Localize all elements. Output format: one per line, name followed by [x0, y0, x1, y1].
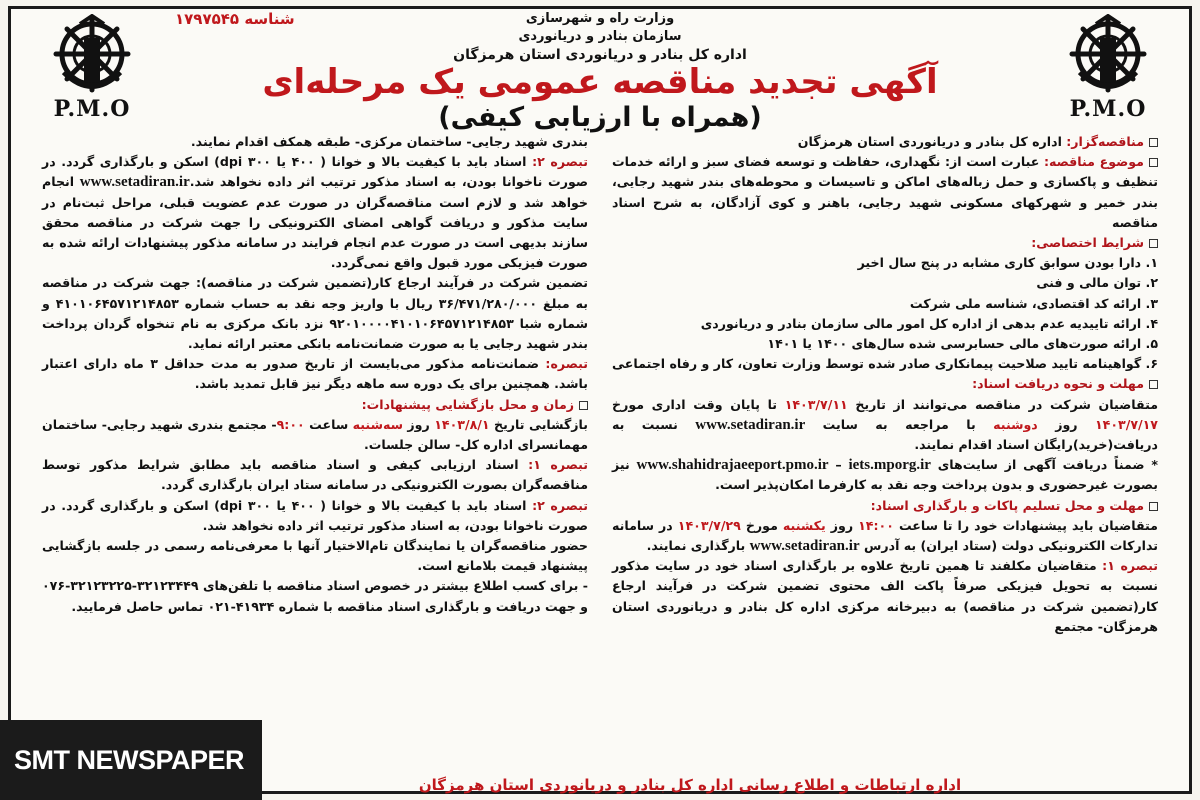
directorate-name: اداره کل بنادر و دریانوردی استان هرمزگان [453, 47, 747, 63]
docs-paragraph: متقاضیان شرکت در مناقصه می‌توانند از تاریخ ۱۴۰۳/۷/۱۱ تا پایان وقت اداری مورخ ۱۴۰۳/۷/۱۷ روز دوشنبه با مراجعه به سایت www.setadiran.ir نسبت به دریافت(خرید)رایگان اسناد اقدام نمایند. [612, 396, 1159, 453]
tender-issuer: مناقصه‌گزار: اداره کل بنادر و دریانوردی استان هرمزگان [612, 132, 1158, 152]
opening-heading: زمان و محل بازگشایی پیشنهادات: [42, 395, 588, 415]
conditions-heading: شرایط اختصاصی: [612, 233, 1158, 253]
right-column [612, 132, 1158, 637]
condition-item: ۴. ارائه تاییدیه عدم بدهی از اداره کل امور مالی سازمان بنادر و دریانوردی [700, 315, 1158, 331]
condition-item: ۱. دارا بودن سوابق کاری مشابه در پنج سال اخیر [857, 255, 1158, 271]
setadiran-link[interactable]: www.setadiran.ir [749, 538, 860, 555]
header-block [160, 10, 1040, 64]
continuation-text: بندری شهید رجایی- ساختمان مرکزی- طبقه همکف اقدام نمایند. [190, 134, 588, 149]
ministry-name: وزارت راه و شهرسازی [525, 11, 675, 26]
anchor-icon [40, 14, 144, 100]
organization-name: سازمان بنادر و دریانوردی [518, 29, 682, 44]
tender-subject: موضوع مناقصه: عبارت است از: نگهداری، حفاظت و توسعه فضای سبز و ارائه خدمات تنظیف و پاکسازی و حمل زباله‌های اماکن و تاسیسات و محوطه‌های بندر شهید رجایی، بندر خمیر و شهرکهای مسکونی شهید رجایی، باهنر و کوی آزادگان، به شرح اسناد مناقصه [612, 154, 1158, 230]
contact-text: - برای کسب اطلاع بیشتر در خصوص اسناد مناقصه با تلفن‌های ۳۲۱۲۳۴۴۹-۳۲۱۲۳۲۲۵-۰۷۶ و جهت دریافت و بارگذاری اسناد مناقصه با شماره ۴۱۹۳۴-۰۲۱ تماس حاصل فرمایید. [42, 578, 588, 614]
condition-item: ۶. گواهینامه تایید صلاحیت پیمانکاری صادر شده توسط وزارت تعاون، کار و رفاه اجتماعی [612, 356, 1158, 372]
logo-text: P.M.O [53, 96, 131, 122]
docs-note: * ضمناً دریافت آگهی از سایت‌های www.shahidrajaeeport.pmo.ir – iets.mporg.ir نیز بصورت غیرحضوری و بدون پرداخت وجه نقد به کارفرما امکان‌پذیر است. [612, 457, 1158, 493]
checkbox-icon [1149, 380, 1158, 389]
newspaper-brand: SMT NEWSPAPER [0, 720, 262, 800]
serial-number: شناسه ۱۷۹۷۵۴۵ [175, 10, 295, 28]
opening-paragraph: بازگشایی تاریخ ۱۴۰۳/۸/۱ روز سه‌شنبه ساعت ۹:۰۰- مجتمع بندری شهید رجایی- ساختمان مهمانسرای اداره کل- سالن جلسات. [42, 416, 589, 453]
pmo-logo-left [40, 14, 144, 124]
checkbox-icon [1149, 502, 1158, 511]
ad-title: آگهی تجدید مناقصه عمومی یک مرحله‌ای [262, 62, 938, 102]
attendance-text: حضور مناقصه‌گران یا نمایندگان تام‌الاختیار آنها با معرفی‌نامه رسمی در جلسه بازگشایی پیشنهاد قیمت بلامانع است. [42, 538, 588, 574]
ad-subtitle: (همراه با ارزیابی کیفی) [438, 102, 762, 133]
guarantee-text: تضمین شرکت در فرآیند ارجاع کار(تضمین شرکت در مناقصه): جهت شرکت در مناقصه به مبلغ ۳۶/۴۷۱/۲۸۰/۰۰۰ ریال با واریز وجه نقد به حساب شماره ۴۱۰۱۰۶۴۵۷۱۲۱۴۸۵۳ و شماره شبا ۹۲۰۱۰۰۰۰۴۱۰۱۰۶۴۵۷۱۲۱۴۸۵۳ نزد بانک مرکزی به نام تنخواه گردان پرداخت بندر شهید رجایی یا به صورت ضمانت‌نامه بانکی معتبر ارائه نماید. [42, 275, 588, 352]
left-column [42, 132, 588, 617]
submit-paragraph: متقاضیان باید پیشنهادات خود را تا ساعت ۱۴:۰۰ روز یکشنبه مورخ ۱۴۰۳/۷/۲۹ در سامانه تدارکات الکترونیکی دولت (ستاد ایران) به آدرس www.setadiran.ir بارگذاری نمایند. [612, 517, 1158, 555]
condition-item: ۳. ارائه کد اقتصادی، شناسه ملی شرکت [909, 295, 1158, 311]
note-2: تبصره ۲: اسناد باید با کیفیت بالا و خوانا ( ۴۰۰ یا ۳۰۰ dpi) اسکن و بارگذاری گردد. در صورت ناخوانا بودن، به اسناد مذکور ترتیب اثر داده نخواهد شد.www.setadiran.ir انجام خواهد شد و لازم است مناقصه‌گران در صورت عدم عضویت قبلی، مراحل ثبت‌نام در سایت مذکور و دریافت گواهی امضای الکترونیکی را جهت شرکت در مناقصه محقق سازند بدیهی است در صورت عدم انجام فرایند در سامانه مذکور پیشنهادات ارائه شده به صورت فیزیکی مورد قبول واقع نمی‌گردد. [42, 154, 589, 271]
setadiran-link[interactable]: www.setadiran.ir [79, 174, 190, 191]
opening-note-1: تبصره ۱: اسناد ارزیابی کیفی و اسناد مناقصه باید مطابق شرایط مذکور توسط مناقصه‌گران بصورت الکترونیکی در سامانه ستاد ایران بارگذاری گردد. [42, 457, 588, 493]
footer-text: اداره ارتباطات و اطلاع رسانی اداره کل بنادر و دریانوردی استان هرمزگان [418, 776, 962, 794]
condition-item: ۵. ارائه صورت‌های مالی حسابرسی شده سال‌های ۱۴۰۰ یا ۱۴۰۱ [767, 336, 1158, 352]
checkbox-icon [1149, 158, 1158, 167]
opening-note-2: تبصره ۲: اسناد باید با کیفیت بالا و خوانا ( ۴۰۰ یا ۳۰۰ dpi) اسکن و بارگذاری گردد. در صورت ناخوانا بودن، به اسناد مذکور ترتیب اثر داده نخواهد شد. [42, 497, 588, 533]
iets-link[interactable]: iets.mporg.ir [848, 457, 931, 474]
note-1: تبصره ۱: متقاضیان مکلفند تا همین تاریخ علاوه بر بارگذاری اسناد خود در سایت مذکور نسبت به تحویل فیزیکی صرفاً پاکت الف محتوی تضمین شرکت در فرآیند ارجاع کار(تضمین شرکت در مناقصه) به دبیرخانه مرکزی اداره کل بنادر و دریانوردی استان هرمزگان- مجتمع [612, 558, 1158, 634]
condition-item: ۲. توان مالی و فنی [1036, 275, 1158, 291]
docs-heading: مهلت و نحوه دریافت اسناد: [612, 374, 1158, 394]
checkbox-icon [1149, 239, 1158, 248]
checkbox-icon [579, 401, 588, 410]
setadiran-link[interactable]: www.setadiran.ir [695, 416, 806, 433]
anchor-icon [1056, 14, 1160, 100]
pmo-logo-right [1056, 14, 1160, 124]
guarantee-note: تبصره: ضمانت‌نامه مذکور می‌بایست از تاریخ صدور به مدت حداقل ۳ ماه دارای اعتبار باشد. همچنین برای یک دوره سه ماهه دیگر نیز قابل تمدید باشد. [42, 356, 588, 392]
submit-heading: مهلت و محل تسلیم پاکات و بارگذاری اسناد: [612, 496, 1158, 516]
shahidrajaee-link[interactable]: www.shahidrajaeeport.pmo.ir [636, 457, 829, 474]
checkbox-icon [1149, 138, 1158, 147]
logo-text: P.M.O [1069, 96, 1147, 122]
